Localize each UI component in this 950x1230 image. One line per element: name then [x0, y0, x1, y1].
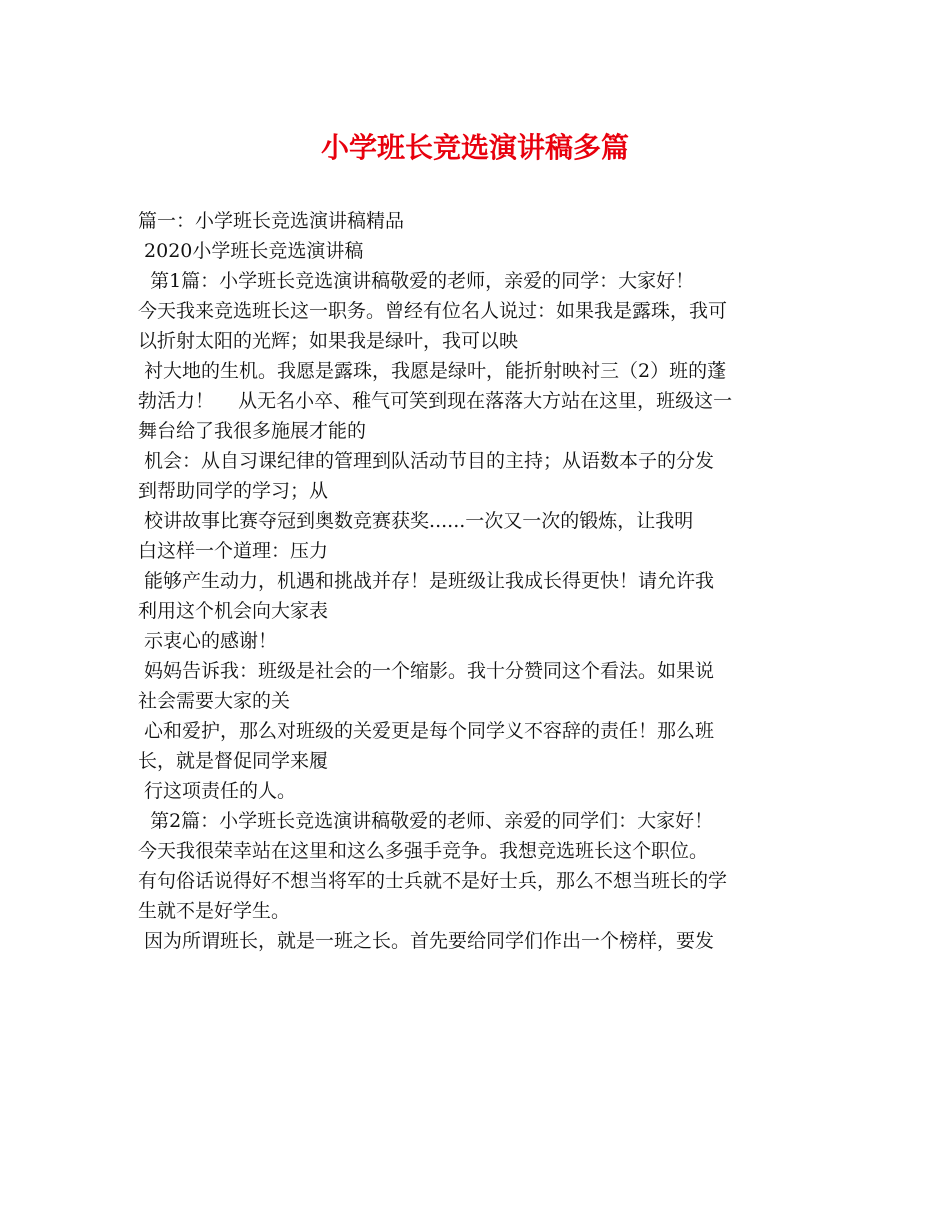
- text-line: 衬大地的生机。我愿是露珠，我愿是绿叶，能折射映衬三（2）班的蓬: [138, 360, 727, 382]
- text-line: 生就不是好学生。: [138, 900, 291, 922]
- text-line: 到帮助同学的学习；从: [138, 480, 329, 502]
- text-line: 心和爱护，那么对班级的关爱更是每个同学义不容辞的责任！那么班: [138, 720, 715, 742]
- text-line: 今天我来竞选班长这一职务。曾经有位名人说过：如果我是露珠，我可: [138, 300, 728, 322]
- text-line: 行这项责任的人。: [138, 780, 297, 802]
- text-line: 以折射太阳的光辉；如果我是绿叶，我可以映: [138, 330, 519, 352]
- text-line: 舞台给了我很多施展才能的: [138, 420, 367, 442]
- text-line: 长，就是督促同学来履: [138, 750, 329, 772]
- text-line: 第2篇：小学班长竞选演讲稿敬爱的老师、亲爱的同学们：大家好！: [138, 810, 714, 832]
- text-line: 机会：从自习课纪律的管理到队活动节目的主持；从语数本子的分发: [138, 450, 715, 472]
- text-line: 白这样一个道理：压力: [138, 540, 329, 562]
- text-line: 第1篇：小学班长竞选演讲稿敬爱的老师，亲爱的同学：大家好！: [138, 270, 695, 292]
- text-line: 有句俗话说得好不想当将军的士兵就不是好士兵，那么不想当班长的学: [138, 870, 728, 892]
- text-line: 勃活力！ 从无名小卒、稚气可笑到现在落落大方站在这里，班级这一: [138, 390, 733, 412]
- document-title: 小学班长竞选演讲稿多篇: [320, 131, 629, 164]
- text-line: 能够产生动力，机遇和挑战并存！是班级让我成长得更快！请允许我: [138, 570, 715, 592]
- document-body: [138, 206, 818, 956]
- text-line: 利用这个机会向大家表: [138, 600, 329, 622]
- text-line: 2020小学班长竞选演讲稿: [138, 240, 364, 262]
- text-line: 今天我很荣幸站在这里和这么多强手竞争。我想竞选班长这个职位。: [138, 840, 709, 862]
- text-line: 示衷心的感谢！: [138, 630, 278, 652]
- text-line: 校讲故事比赛夺冠到奥数竞赛获奖......一次又一次的锻炼，让我明: [138, 510, 694, 532]
- text-line: 妈妈告诉我：班级是社会的一个缩影。我十分赞同这个看法。如果说: [138, 660, 715, 682]
- text-line: 社会需要大家的关: [138, 690, 291, 712]
- text-line: 因为所谓班长，就是一班之长。首先要给同学们作出一个榜样，要发: [138, 930, 715, 952]
- text-line: 篇一：小学班长竞选演讲稿精品: [138, 210, 405, 232]
